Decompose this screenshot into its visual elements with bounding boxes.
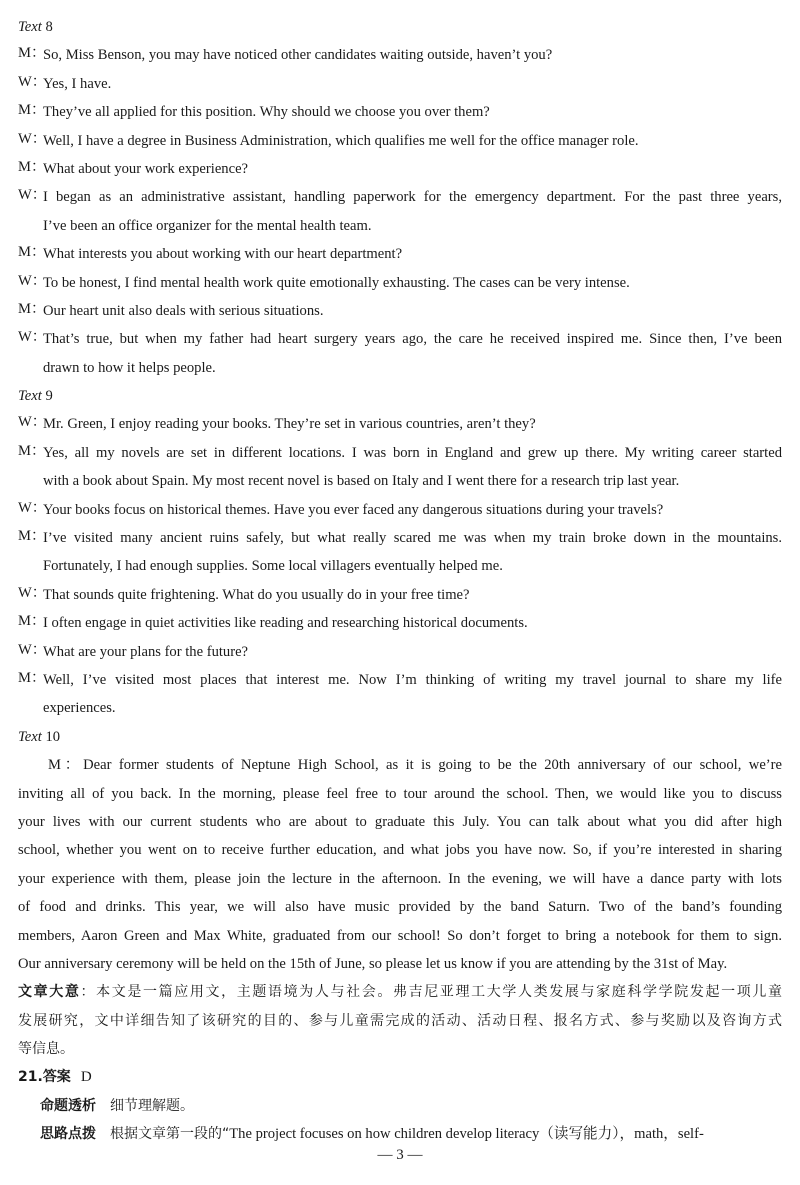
hint-text-cn: 根据文章第一段的“ [110,1126,230,1143]
text8-label: Text 8 [18,19,53,35]
analysis-text: 细节理解题。 [110,1097,194,1114]
summary-line-3: 等信息。 [18,1041,74,1058]
turn-line: That’s true, but when my father had heart surgery years ago, the care he received inspired me. Since then, I’ve been [43,331,782,348]
turn-line: To be honest, I find mental health work quite emotionally exhausting. The cases can be very intense. [43,274,630,291]
turn-line: Yes, I have. [43,75,112,92]
analysis-label: 命题透析 [40,1097,96,1114]
turn-line: experiences. [43,700,116,717]
speaker-label: W： [18,329,47,346]
turn-line: drawn to how it helps people. [43,359,216,376]
dialogue-turn [18,325,782,382]
speaker-label: M： [18,244,46,261]
page-number: — 3 — [377,1147,423,1163]
dialogue-turn [18,98,782,126]
turn-line: What are your plans for the future? [43,643,249,660]
turn-line: with a book about Spain. My most recent novel is based on Italy and I went there for a research trip last year. [43,473,680,490]
turn-line: I began as an administrative assistant, handling paperwork for the emergency department. For the past three years, [43,189,782,206]
turn-text [43,240,782,268]
turn-line: Well, I have a degree in Business Administration, which qualifies me well for the office manager role. [43,132,639,149]
turn-text [43,496,782,524]
speaker-label: M： [18,300,46,317]
monologue-line: M：Dear former students of Neptune High School, as it is going to be the 20th anniversary of our school, we’re [48,757,782,774]
speaker-label: M： [18,442,46,459]
speaker-label: W： [18,414,47,431]
speaker-label: W： [18,130,47,147]
speaker-label: W： [18,187,47,204]
turn-text [43,70,782,98]
turn-line: I’ve visited many ancient ruins safely, but what really scared me was when my train broke down in the mountains. [43,530,782,547]
dialogue-turn [18,609,782,637]
speaker-label: M： [18,45,46,62]
hint-text-en: The project focuses on how children develop literacy（读写能力），math，self- [229,1126,704,1143]
turn-text [43,269,782,297]
summary-heading: 文章大意 [18,984,81,1001]
dialogue-turn [18,183,782,240]
dialogue-turn [18,155,782,183]
dialogue-turn [18,581,782,609]
monologue-line: your experience with them, please join the lecture in the afternoon. In the evening, we will have a dance party with lots [18,870,782,887]
speaker-label: W： [18,584,47,601]
turn-text [43,638,782,666]
monologue-line: Our anniversary ceremony will be held on the 15th of June, so please let us know if you are attending by the 31st of May. [18,955,728,972]
turn-text [43,325,782,382]
turn-line: I often engage in quiet activities like reading and researching historical documents. [43,615,528,632]
dialogue-turn [18,410,782,438]
turn-line: Yes, all my novels are set in different locations. I was born in England and grew up there. My writing career started [43,444,782,461]
speaker-label: W： [18,641,47,658]
text10-monologue [18,751,782,978]
article-summary [18,978,782,1063]
question-21-answer [18,1063,782,1091]
monologue-line: your lives with our current students who are about to graduate this July. You can talk about what you did after high [18,813,782,830]
dialogue-turn [18,269,782,297]
turn-line: Your books focus on historical themes. Have you ever faced any dangerous situations during your travels? [43,501,664,518]
turn-text [43,41,782,69]
summary-line-1: ：本文是一篇应用文，主题语境为人与社会。弗吉尼亚理工大学人类发展与家庭科学学院发起一项儿童 [80,984,782,1001]
turn-text [43,410,782,438]
turn-text [43,183,782,240]
monologue-line: of food and drinks. This year, we will also have music provided by the band Saturn. Two of the band’s founding [18,899,782,916]
speaker-label: M： [18,669,46,686]
speaker-label: M： [18,102,46,119]
dialogue-turn [18,524,782,581]
question-21-hint [18,1120,782,1148]
dialogue-turn [18,439,782,496]
monologue-line: inviting all of you back. In the morning, please feel free to tour around the school. Then, we would like you to discuss [18,785,782,802]
turn-text [43,155,782,183]
text10-section [18,723,782,979]
turn-text [43,666,782,723]
dialogue-turn [18,638,782,666]
text8-section [18,13,782,382]
turn-line: Fortunately, I had enough supplies. Some local villagers eventually helped me. [43,558,503,575]
turn-text [43,98,782,126]
turn-text [43,127,782,155]
speaker-label: W： [18,499,47,516]
answer-label: 答案 [42,1069,71,1086]
turn-line: What interests you about working with our heart department? [43,246,403,263]
turn-line: What about your work experience? [43,160,249,177]
turn-line: Mr. Green, I enjoy reading your books. They’re set in various countries, aren’t they? [43,416,536,433]
dialogue-turn [18,297,782,325]
text9-section [18,382,782,723]
summary-line-2: 发展研究，文中详细告知了该研究的目的、参与儿童需完成的活动、活动日程、报名方式、参与奖励以及咨询方式 [18,1012,782,1029]
speaker-label: W： [18,73,47,90]
turn-text [43,581,782,609]
text10-label: Text 10 [18,728,61,745]
dialogue-turn [18,666,782,723]
hint-label: 思路点拨 [40,1126,96,1143]
answer-value: D [80,1069,92,1086]
turn-line: Our heart unit also deals with serious situations. [43,302,324,319]
question-number: 21. [18,1069,43,1086]
question-21-analysis [18,1092,782,1120]
monologue-line: school, whether you went on to receive further education, and what jobs you have now. So, if you’re interested in sharing [18,842,782,859]
turn-text [43,524,782,581]
monologue-line: members, Aaron Green and Max White, graduated from our school! So don’t forget to bring a notebook for them to sign. [18,927,782,944]
turn-line: Well, I’ve visited most places that interest me. Now I’m thinking of writing my travel journal to share my life [43,671,782,688]
turn-line: I’ve been an office organizer for the mental health team. [43,217,372,234]
text8-dialogue [18,41,782,382]
speaker-label: M： [18,528,46,545]
dialogue-turn [18,41,782,69]
dialogue-turn [18,496,782,524]
turn-line: So, Miss Benson, you may have noticed other candidates waiting outside, haven’t you? [43,47,553,64]
speaker-label: M： [18,158,46,175]
turn-line: They’ve all applied for this position. Why should we choose you over them? [43,104,490,121]
turn-text [43,609,782,637]
text9-label: Text 9 [18,388,53,405]
turn-text [43,297,782,325]
text9-dialogue [18,410,782,722]
speaker-label: W： [18,272,47,289]
speaker-label: M： [18,613,46,630]
turn-text [43,439,782,496]
turn-line: That sounds quite frightening. What do you usually do in your free time? [43,586,470,603]
dialogue-turn [18,127,782,155]
dialogue-turn [18,240,782,268]
dialogue-turn [18,70,782,98]
